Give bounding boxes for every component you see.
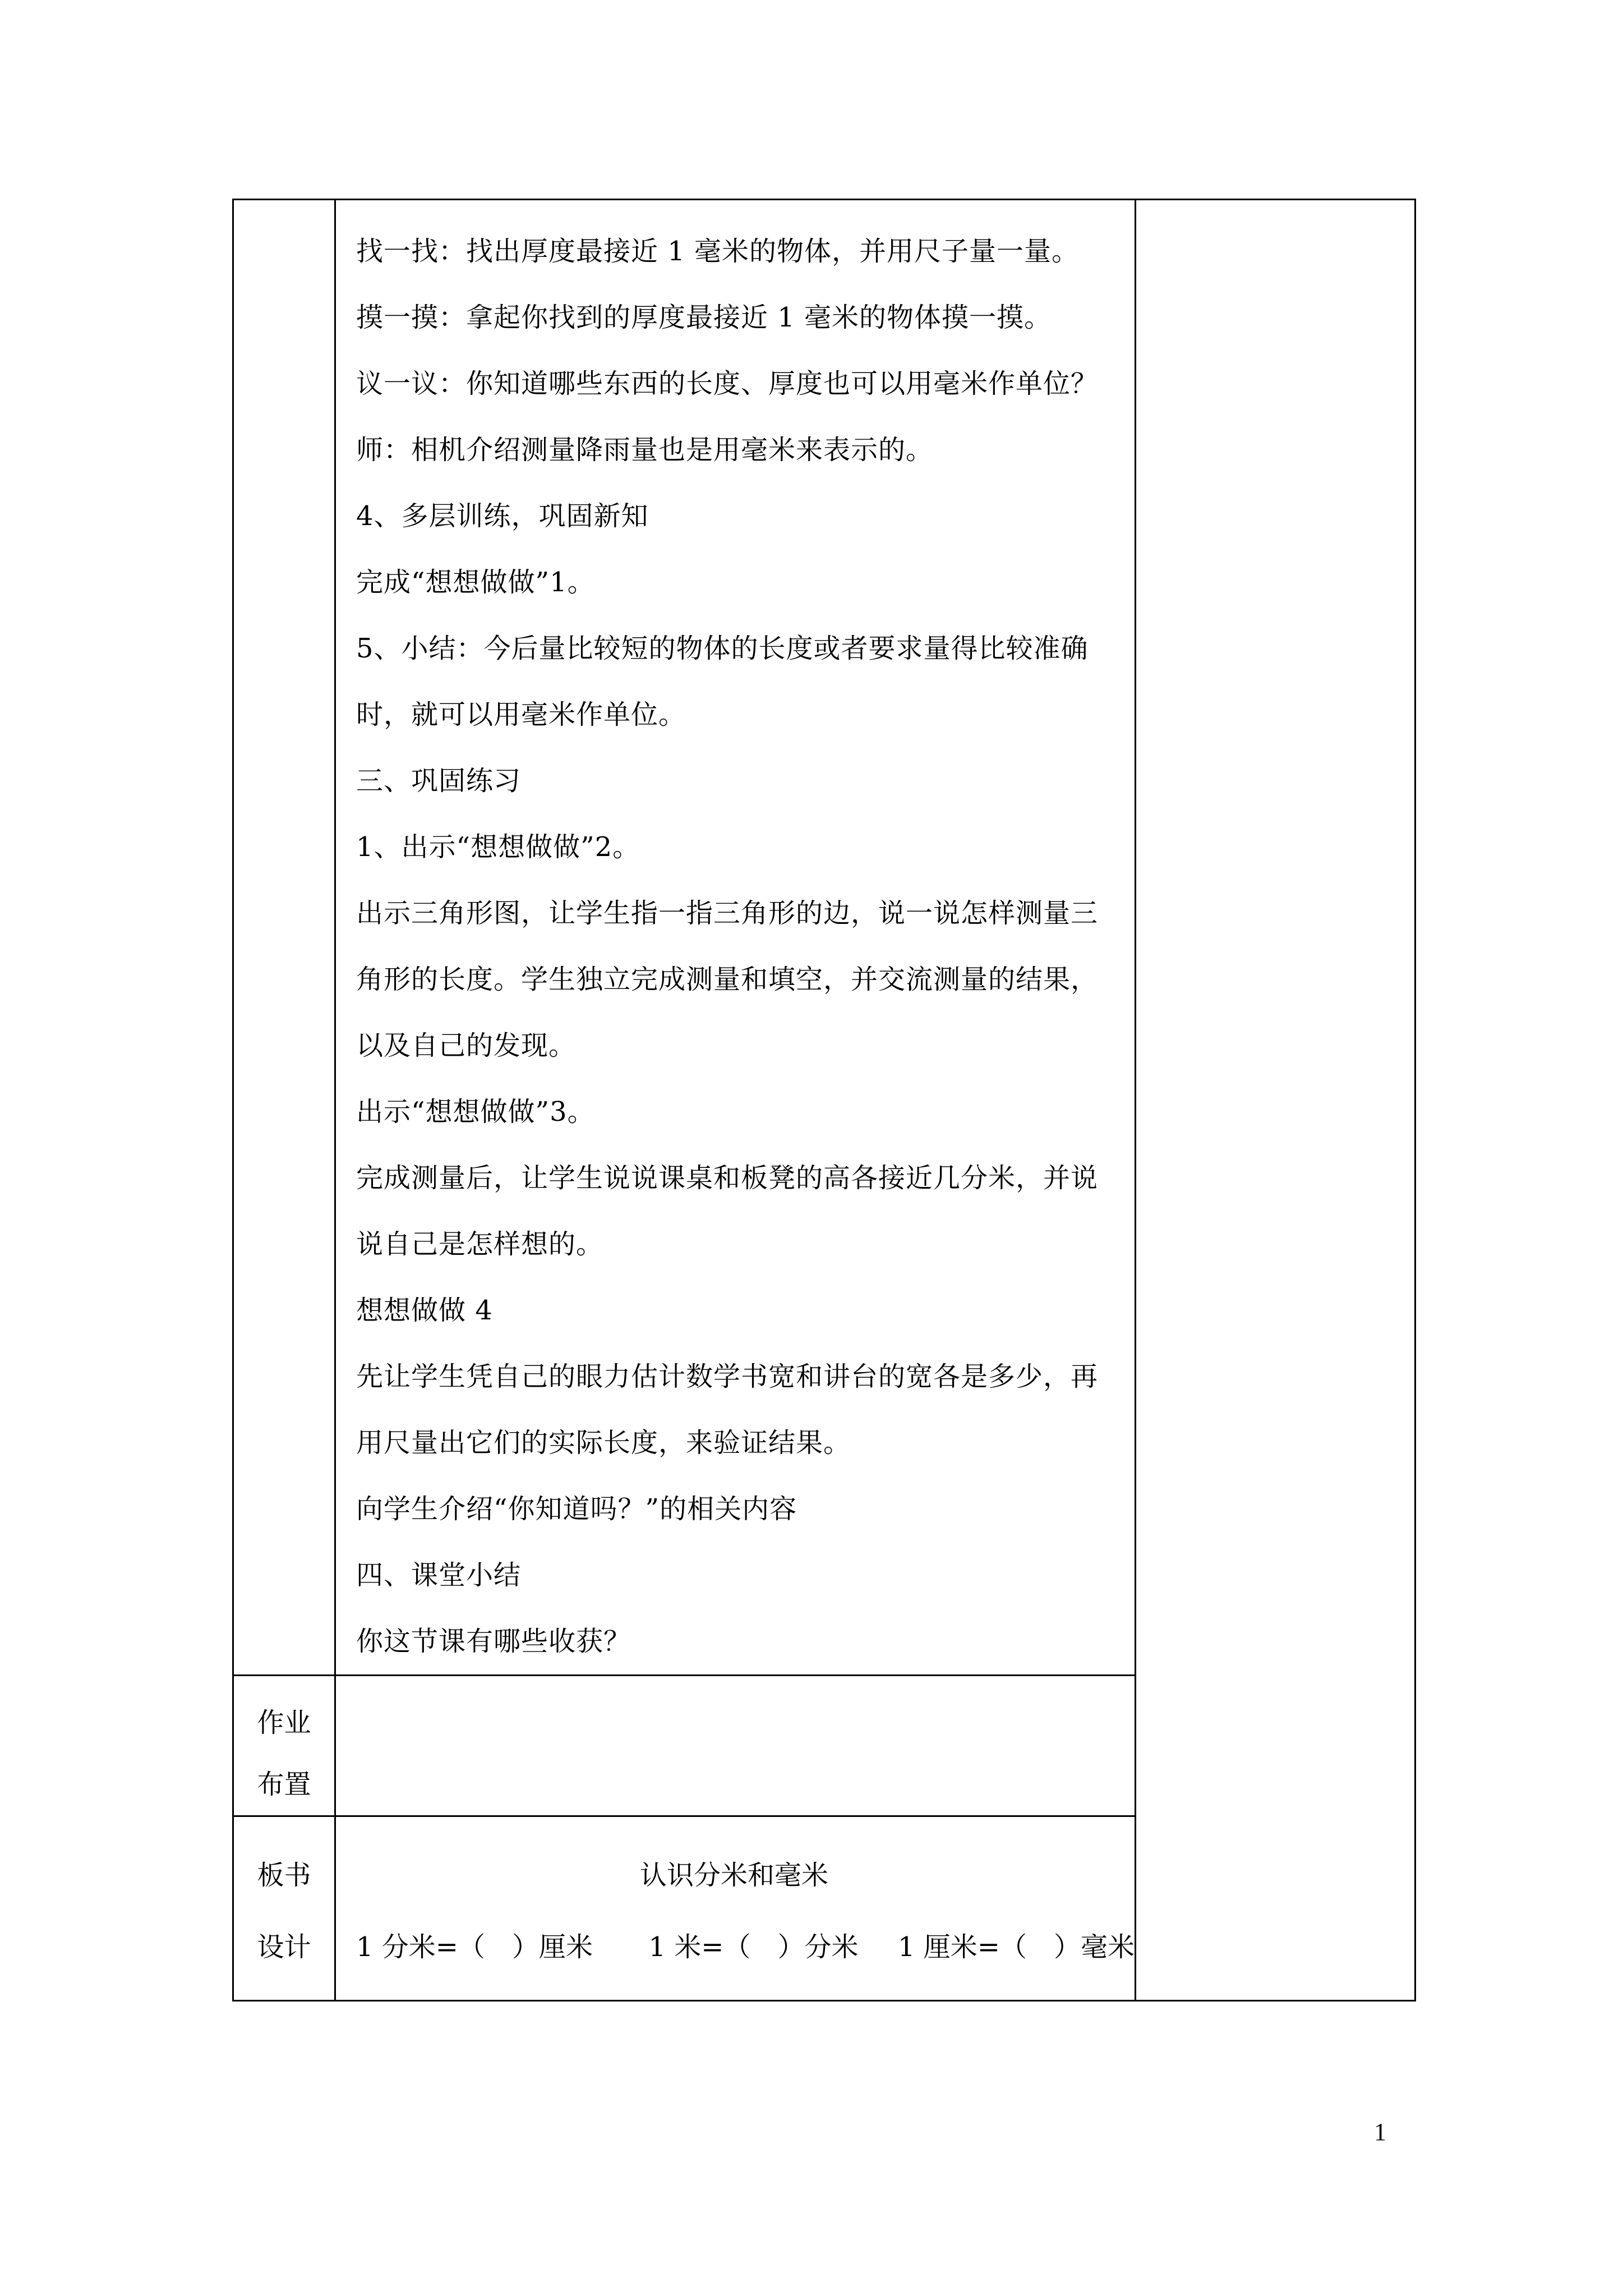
process-line: 说自己是怎样想的。 <box>356 1228 604 1260</box>
formula-dm-cm: 1 分米=（ ）厘米 <box>356 1931 593 1963</box>
process-line: 出示三角形图，让学生指一指三角形的边，说一说怎样测量三 <box>356 898 1099 929</box>
board-title: 认识分米和毫米 <box>639 1860 828 1891</box>
process-line: 你这节课有哪些收获？ <box>356 1626 631 1657</box>
notes-column-cell <box>1136 200 1415 2001</box>
process-line: 想想做做 4 <box>356 1295 493 1326</box>
formula-cm-mm: 1 厘米=（ ）毫米 <box>897 1931 1135 1963</box>
process-line: 用尺量出它们的实际长度，来验证结果。 <box>356 1427 851 1458</box>
process-line: 时，就可以用毫米作单位。 <box>356 699 686 730</box>
process-line: 三、巩固练习 <box>356 765 522 797</box>
process-line: 找一找：找出厚度最接近 1 毫米的物体，并用尺子量一量。 <box>356 236 1080 267</box>
process-line: 完成测量后，让学生说说课桌和板凳的高各接近几分米，并说 <box>356 1162 1099 1194</box>
teaching-process-cell <box>335 200 1136 1676</box>
process-line: 以及自己的发现。 <box>356 1030 577 1061</box>
homework-label-line1: 作业 <box>257 1707 311 1738</box>
process-line: 师：相机介绍测量降雨量也是用毫米来表示的。 <box>356 434 934 466</box>
board-formulas <box>356 1911 1135 1983</box>
process-line: 出示“想想做做”3。 <box>356 1096 595 1128</box>
process-line: 四、课堂小结 <box>356 1559 522 1591</box>
board-content-cell <box>335 1816 1136 2001</box>
process-line: 摸一摸：拿起你找到的厚度最接近 1 毫米的物体摸一摸。 <box>356 302 1052 333</box>
board-label-line1: 板书 <box>257 1860 311 1891</box>
page-number: 1 <box>1374 2118 1386 2146</box>
homework-label-cell <box>233 1676 335 1816</box>
process-line: 4、多层训练，巩固新知 <box>356 500 649 532</box>
homework-label-line2: 布置 <box>257 1769 311 1800</box>
board-label-cell <box>233 1816 335 2001</box>
formula-m-dm: 1 米=（ ）分米 <box>648 1931 859 1963</box>
process-line: 完成“想想做做”1。 <box>356 567 595 598</box>
process-line: 向学生介绍“你知道吗？”的相关内容 <box>356 1493 797 1525</box>
teaching-process-text <box>356 218 1130 1674</box>
process-line: 议一议：你知道哪些东西的长度、厚度也可以用毫米作单位？ <box>356 368 1099 399</box>
lesson-plan-table <box>232 199 1416 2001</box>
blank-left-cell <box>233 200 335 1676</box>
board-label-line2: 设计 <box>257 1931 311 1963</box>
process-line: 5、小结：今后量比较短的物体的长度或者要求量得比较准确 <box>356 633 1089 664</box>
process-line: 1、出示“想想做做”2。 <box>356 831 640 863</box>
teaching-process-row <box>233 200 1415 1676</box>
homework-content-cell <box>335 1676 1136 1816</box>
process-line: 先让学生凭自己的眼力估计数学书宽和讲台的宽各是多少，再 <box>356 1361 1099 1392</box>
process-line: 角形的长度。学生独立完成测量和填空，并交流测量的结果， <box>356 964 1099 995</box>
